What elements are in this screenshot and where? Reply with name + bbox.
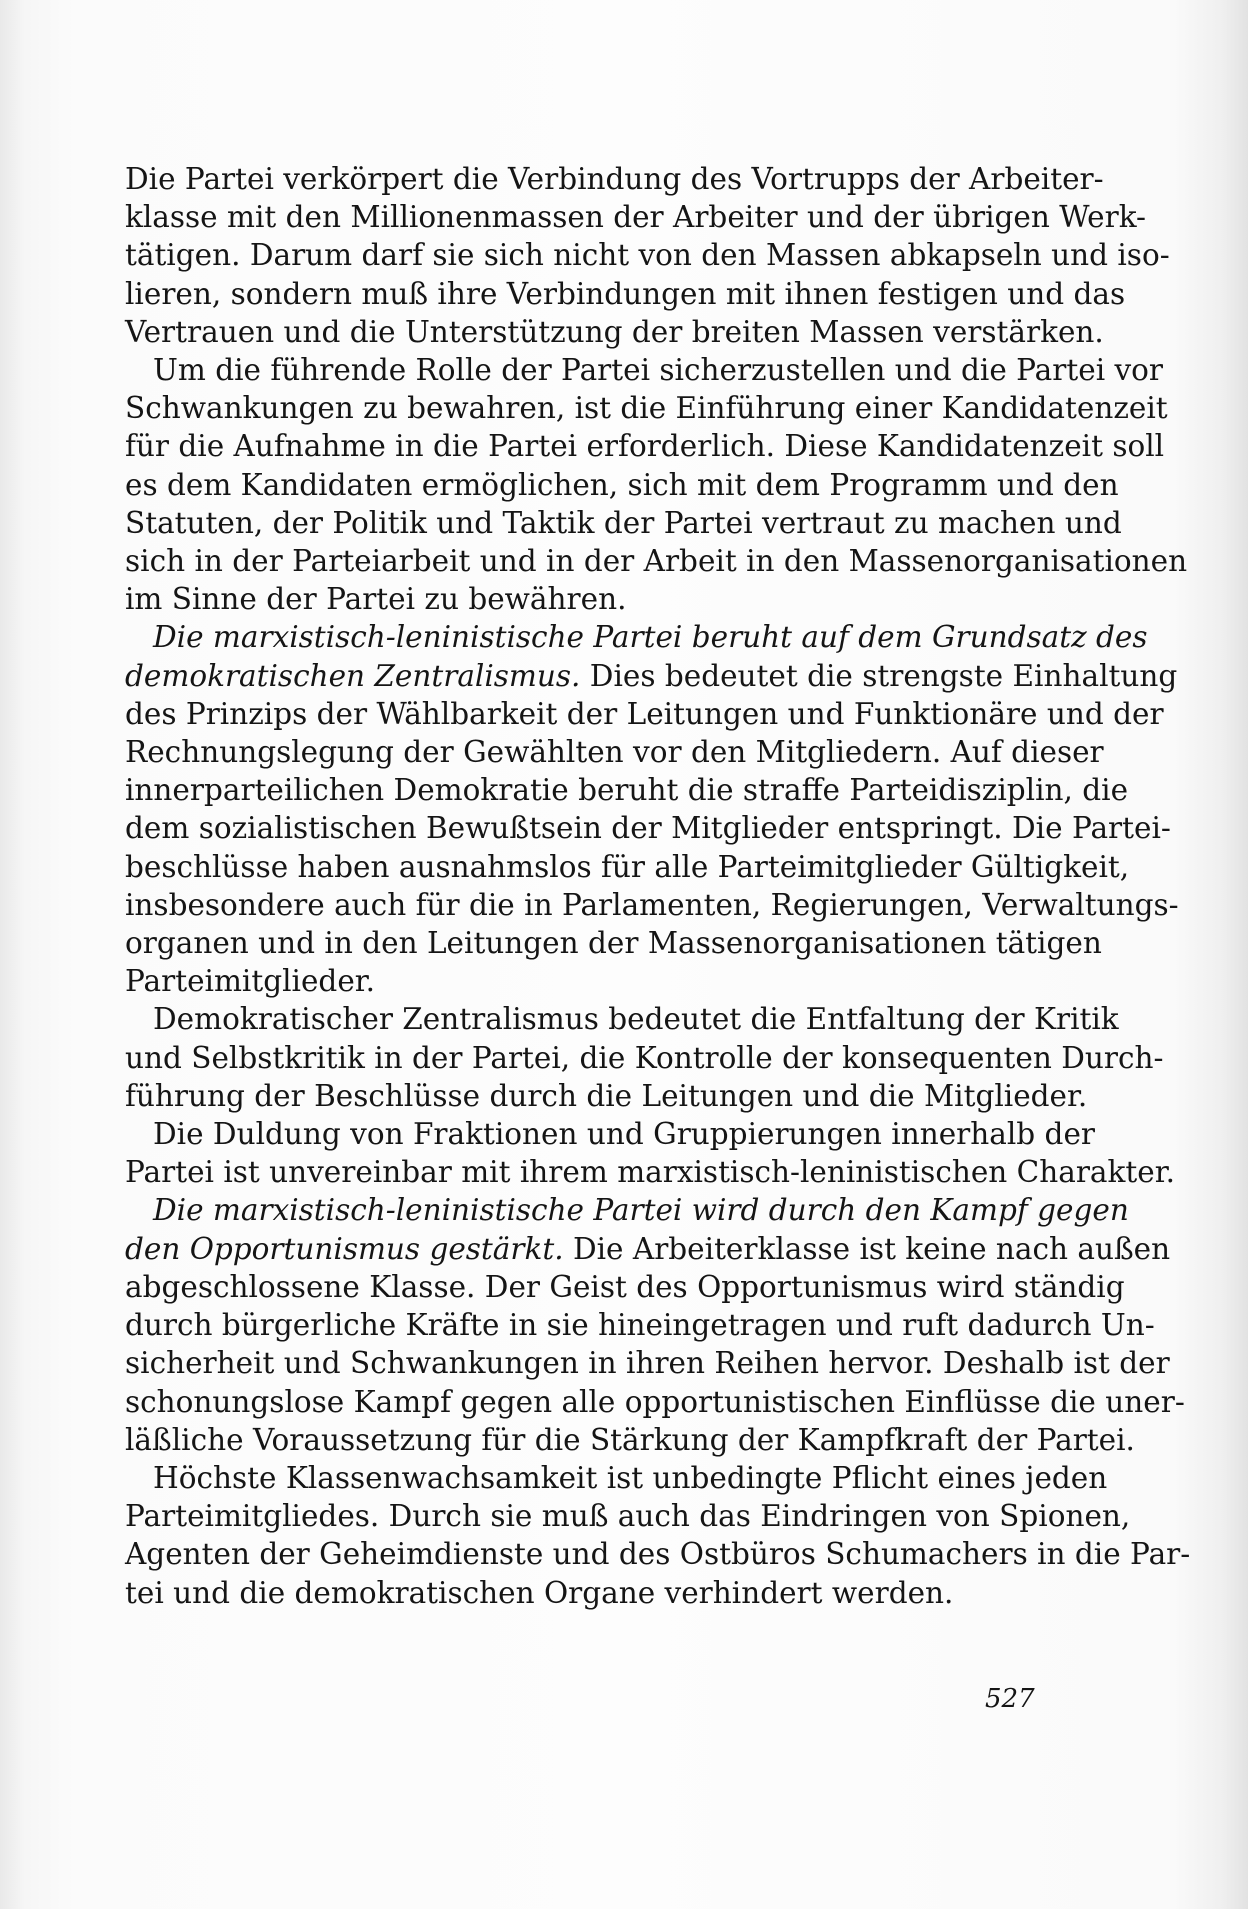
text-line: dem sozialistischen Bewußtsein der Mitglieder entspringt. Die Partei- xyxy=(125,811,1171,846)
text-line: insbesondere auch für die in Parlamenten, Regierungen, Verwaltungs- xyxy=(125,887,1179,922)
paragraph-2 xyxy=(125,351,1188,618)
text-line: lieren, sondern muß ihre Verbindungen mit ihnen festigen und das xyxy=(125,276,1126,311)
text-line: führung der Beschlüsse durch die Leitungen und die Mitglieder. xyxy=(125,1078,1088,1113)
text-line: tei und die demokratischen Organe verhindert werden. xyxy=(125,1575,954,1610)
text-line xyxy=(125,618,1148,656)
text-line: Statuten, der Politik und Taktik der Partei vertraut zu machen und xyxy=(125,505,1122,540)
text-line xyxy=(125,1230,1171,1268)
text-line: beschlüsse haben ausnahmslos für alle Parteimitglieder Gültigkeit, xyxy=(125,849,1130,884)
italic-emphasis: demokratischen Zentralismus. xyxy=(125,658,581,693)
text-line xyxy=(125,1191,1129,1229)
paragraph-1 xyxy=(125,160,1170,351)
paragraph-5 xyxy=(125,1115,1175,1191)
text-line: Rechnungslegung der Gewählten vor den Mitgliedern. Auf dieser xyxy=(125,735,1104,770)
text-line: abgeschlossene Klasse. Der Geist des Opportunismus wird ständig xyxy=(125,1269,1125,1304)
text-line: Agenten der Geheimdienste und des Ostbüros Schumachers in die Par- xyxy=(125,1537,1191,1572)
italic-emphasis: Die marxistisch-leninistische Partei beruht auf dem Grundsatz des xyxy=(153,620,1148,655)
text-line: Schwankungen zu bewahren, ist die Einführung einer Kandidatenzeit xyxy=(125,391,1168,426)
text-line: schonungslose Kampf gegen alle opportunistischen Einflüsse die uner- xyxy=(125,1384,1185,1419)
text-line: innerparteilichen Demokratie beruht die straffe Parteidisziplin, die xyxy=(125,773,1129,808)
text-line: Demokratischer Zentralismus bedeutet die Entfaltung der Kritik xyxy=(153,1002,1119,1037)
text-line: Um die führende Rolle der Partei sicherzustellen und die Partei vor xyxy=(153,353,1164,388)
text-fragment: Dies bedeutet die strengste Einhaltung xyxy=(580,658,1178,693)
text-line: sicherheit und Schwankungen in ihren Reihen hervor. Deshalb ist der xyxy=(125,1346,1170,1381)
text-line: für die Aufnahme in die Partei erforderlich. Diese Kandidatenzeit soll xyxy=(125,429,1165,464)
text-fragment: Die Arbeiterklasse ist keine nach außen xyxy=(563,1231,1171,1266)
text-line: klasse mit den Millionenmassen der Arbeiter und der übrigen Werk- xyxy=(125,200,1147,235)
text-line: Parteimitgliedes. Durch sie muß auch das Eindringen von Spionen, xyxy=(125,1499,1131,1534)
text-line: es dem Kandidaten ermöglichen, sich mit dem Programm und den xyxy=(125,467,1119,502)
italic-emphasis: den Opportunismus gestärkt. xyxy=(125,1231,564,1266)
paragraph-4 xyxy=(125,1000,1164,1115)
text-line: läßliche Voraussetzung für die Stärkung der Kampfkraft der Partei. xyxy=(125,1422,1135,1457)
paragraph-7 xyxy=(125,1459,1191,1612)
text-line: Höchste Klassenwachsamkeit ist unbedingte Pflicht eines jeden xyxy=(153,1460,1108,1495)
text-line xyxy=(125,657,1178,695)
text-line: sich in der Parteiarbeit und in der Arbeit in den Massenorganisationen xyxy=(125,544,1188,579)
text-line: des Prinzips der Wählbarkeit der Leitungen und Funktionäre und der xyxy=(125,696,1164,731)
paragraph-6 xyxy=(125,1191,1185,1458)
page-number: 527 xyxy=(985,1684,1035,1714)
italic-emphasis: Die marxistisch-leninistische Partei wird durch den Kampf gegen xyxy=(153,1193,1129,1228)
text-line: und Selbstkritik in der Partei, die Kontrolle der konsequenten Durch- xyxy=(125,1040,1164,1075)
text-line: Die Duldung von Fraktionen und Gruppierungen innerhalb der xyxy=(153,1117,1095,1152)
text-line: tätigen. Darum darf sie sich nicht von den Massen abkapseln und iso- xyxy=(125,238,1170,273)
text-line: organen und in den Leitungen der Massenorganisationen tätigen xyxy=(125,926,1102,961)
text-line: im Sinne der Partei zu bewähren. xyxy=(125,582,627,617)
text-line: Partei ist unvereinbar mit ihrem marxistisch-leninistischen Charakter. xyxy=(125,1155,1175,1190)
text-line: Vertrauen und die Unterstützung der breiten Massen verstärken. xyxy=(125,314,1104,349)
text-line: Parteimitglieder. xyxy=(125,964,376,999)
text-line: Die Partei verkörpert die Verbindung des Vortrupps der Arbeiter- xyxy=(125,162,1104,196)
text-line: durch bürgerliche Kräfte in sie hineingetragen und ruft dadurch Un- xyxy=(125,1308,1155,1343)
body-text xyxy=(125,160,1191,1612)
paragraph-3 xyxy=(125,618,1179,1000)
